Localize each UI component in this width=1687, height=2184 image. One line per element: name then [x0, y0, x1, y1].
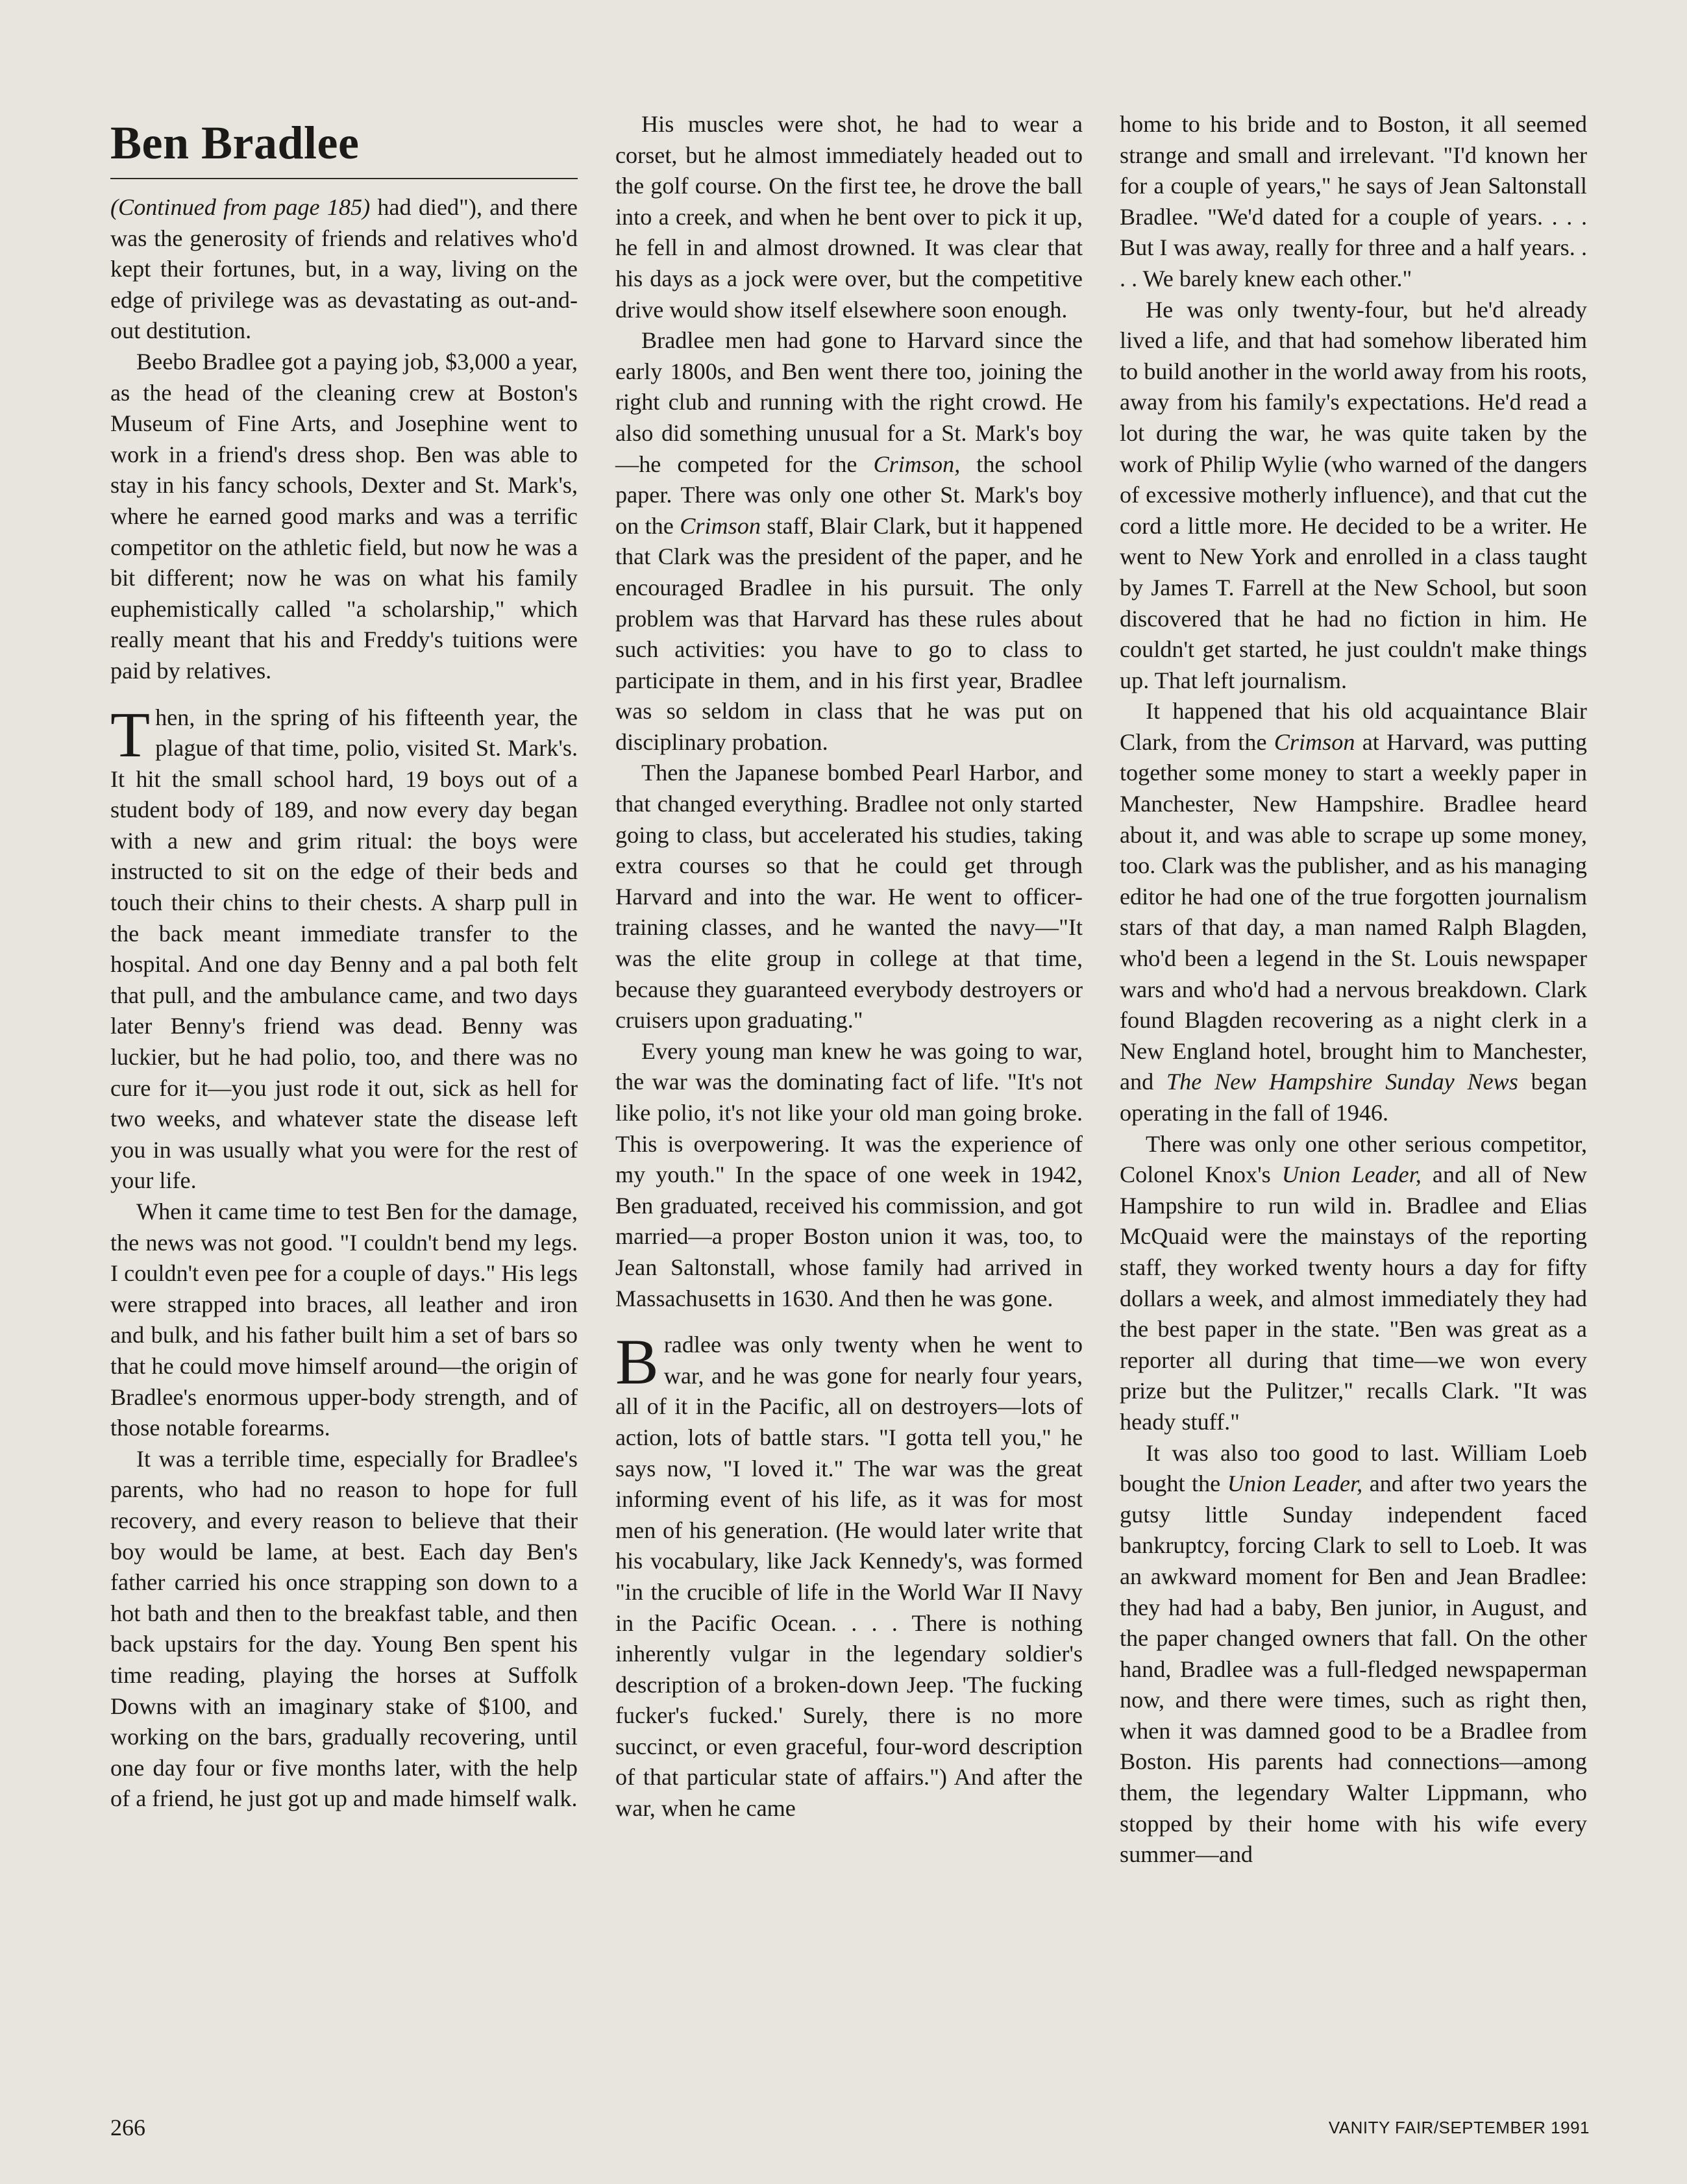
title-rule — [110, 178, 578, 179]
paragraph: When it came time to test Ben for the damage, the news was not good. "I couldn't bend my legs. I couldn't even pee for a couple of days." His legs were strapped into braces, all leather and iron and bulk, and his father built him a set of bars so that he could move himself around—the origin of Bradlee's enormous upper-body strength, and of those notable forearms. — [110, 1198, 578, 1441]
paragraph: His muscles were shot, he had to wear a corset, but he almost immediately headed out to the golf course. On the first tee, he drove the ball into a creek, and when he bent over to pick it up, he fell in and almost drowned. It was clear that his days as a jock were over, but the competitive drive would show itself elsewhere soon enough. — [615, 111, 1083, 323]
paragraph: Then the Japanese bombed Pearl Harbor, and that changed everything. Bradlee not only started going to class, but accelerated his studies, taking extra courses so that he could get through Harvard and into the war. He went to officer-training classes, and he wanted the navy—"It was the elite group in college at that time, because they guaranteed everybody destroyers or cruisers upon graduating." — [615, 760, 1083, 1034]
paragraph: Every young man knew he was going to war, the war was the dominating fact of life. "It's not like polio, it's not like your old man going broke. This is overpowering. It was the experience of my youth." In the space of one week in 1942, Ben graduated, received his commission, and got married—a proper Boston union it was, too, to Jean Saltonstall, whose family had arrived in Massachusetts in 1630. And then he was gone. — [615, 1037, 1083, 1311]
column-1 — [110, 117, 578, 1815]
article-title: Ben Bradlee — [110, 117, 360, 169]
paragraph: It was a terrible time, especially for Bradlee's parents, who had no reason to hope for full recovery, and every reason to believe that their boy would be lame, at best. Each day Ben's father carried his once strapping son down to a hot bath and then to the breakfast table, and then back upstairs for the day. Young Ben spent his time reading, playing the horses at Suffolk Downs with an imaginary stake of $100, and working on the bars, gradually recovering, until one day four or five months later, with the help of a friend, he just got up and made himself walk. — [110, 1445, 578, 1812]
paragraph: He was only twenty-four, but he'd already lived a life, and that had somehow liberated him to build another in the world away from his roots, away from his family's expectations. He'd read a lot during the war, he was quite taken by the work of Philip Wylie (who warned of the dangers of excessive motherly influence), and that cut the cord a little more. He decided to be a writer. He went to New York and enrolled in a class taught by James T. Farrell at the New School, but soon discovered that he had no fiction in him. He couldn't get started, he just couldn't make things up. That left journalism. — [1120, 296, 1587, 693]
drop-cap: T — [110, 698, 151, 771]
publication-folio: VANITY FAIR/SEPTEMBER 1991 — [1328, 2118, 1590, 2137]
column-3 — [1120, 109, 1587, 1870]
page-number: 266 — [110, 2115, 145, 2141]
paragraph: It happened that his old acquaintance Blair Clark, from the Crimson at Harvard, was putting together some money to start a weekly paper in Manchester, New Hampshire. Bradlee heard about it, and was able to scrape up some money, too. Clark was the publisher, and as his managing editor he had one of the true forgotten journalism stars of that day, a man named Ralph Blagden, who'd been a legend in the St. Louis newspaper wars and who'd had a nervous breakdown. Clark found Blagden recovering as a night clerk in a New England hotel, brought him to Manchester, and The New Hampshire Sunday News began operating in the fall of 1946. — [1120, 698, 1587, 1126]
paragraph: Bradlee men had gone to Harvard since the early 1800s, and Ben went there too, joining the right club and running with the right crowd. He also did something unusual for a St. Mark's boy—he competed for the Crimson, the school paper. There was only one other St. Mark's boy on the Crimson staff, Blair Clark, but it happened that Clark was the president of the paper, and he encouraged Bradlee in his pursuit. The only problem was that Harvard has these rules about such activities: you have to go to class to participate in them, and in his first year, Bradlee was so seldom in class that he was put on disciplinary probation. — [615, 327, 1083, 755]
paragraph: Then, in the spring of his fifteenth year, the plague of that time, polio, visited St. Mark's. It hit the small school hard, 19 boys out of a student body of 189, and now every day began with a new and grim ritual: the boys were instructed to sit on the edge of their beds and touch their chins to their chests. A sharp pull in the back meant immediate transfer to the hospital. And one day Benny and a pal both felt that pull, and the ambulance came, and two days later Benny's friend was dead. Benny was luckier, but he had polio, too, and there was no cure for it—you just rode it out, sick as hell for two weeks, and whatever state the disease left you in was usually what you were for the rest of your life. — [110, 698, 578, 1194]
paragraph: home to his bride and to Boston, it all seemed strange and small and irrelevant. "I'd known her for a couple of years," he says of Jean Saltonstall Bradlee. "We'd dated for a couple of years. . . . But I was away, really for three and a half years. . . . We barely knew each other." — [1120, 111, 1587, 292]
paragraph: It was also too good to last. William Loeb bought the Union Leader, and after two years the gutsy little Sunday independent faced bankruptcy, forcing Clark to sell to Loeb. It was an awkward moment for Ben and Jean Bradlee: they had had a baby, Ben junior, in August, and the paper changed owners that fall. On the other hand, Bradlee was a full-fledged newspaperman now, and there were times, such as right then, when it was damned good to be a Bradlee from Boston. His parents had connections—among them, the legendary Walter Lippmann, who stopped by their home with his wife every summer—and — [1120, 1439, 1588, 1868]
column-2 — [615, 109, 1083, 1824]
paragraph: Beebo Bradlee got a paying job, $3,000 a year, as the head of the cleaning crew at Boston's Museum of Fine Arts, and Josephine went to work in a friend's dress shop. Ben was able to stay in his fancy schools, Dexter and St. Mark's, where he earned good marks and was a terrific competitor on the athletic field, but now he was a bit different; now he was on what his family euphemistically called "a scholarship," which really meant that his and Freddy's tuitions were paid by relatives. — [110, 348, 578, 684]
continued-from-note: (Continued from page 185) — [110, 194, 371, 220]
paragraph: There was only one other serious competitor, Colonel Knox's Union Leader, and all of New Hampshire to run wild in. Bradlee and Elias McQuaid were the mainstays of the reporting staff, they worked twenty hours a day for fifty dollars a week, and almost immediately they had the best paper in the state. "Ben was great as a reporter all during that time—we won every prize but the Pulitzer," recalls Clark. "It was heady stuff." — [1120, 1130, 1587, 1435]
paragraph: Bradlee was only twenty when he went to war, and he was gone for nearly four years, all of it in the Pacific, all on destroyers—lots of action, lots of battle stars. "I gotta tell you," he says now, "I loved it." The war was the great informing event of his life, as it was for most men of his generation. (He would later write that his vocabulary, like Jack Kennedy's, was formed "in the crucible of life in the World War II Navy in the Pacific Ocean. . . . There is nothing inherently vulgar in the legendary soldier's description of a broken-down Jeep. 'The fucking fucker's fucked.' Surely, there is no more succinct, or even graceful, four-word description of that particular state of affairs.") And after the war, when he came — [615, 1326, 1083, 1822]
paragraph: (Continued from page 185) had died"), and there was the generosity of friends and relatives who'd kept their fortunes, but, in a way, living on the edge of privilege was as devastating as out-and-out destitution. — [110, 194, 578, 344]
drop-cap: B — [615, 1326, 659, 1398]
